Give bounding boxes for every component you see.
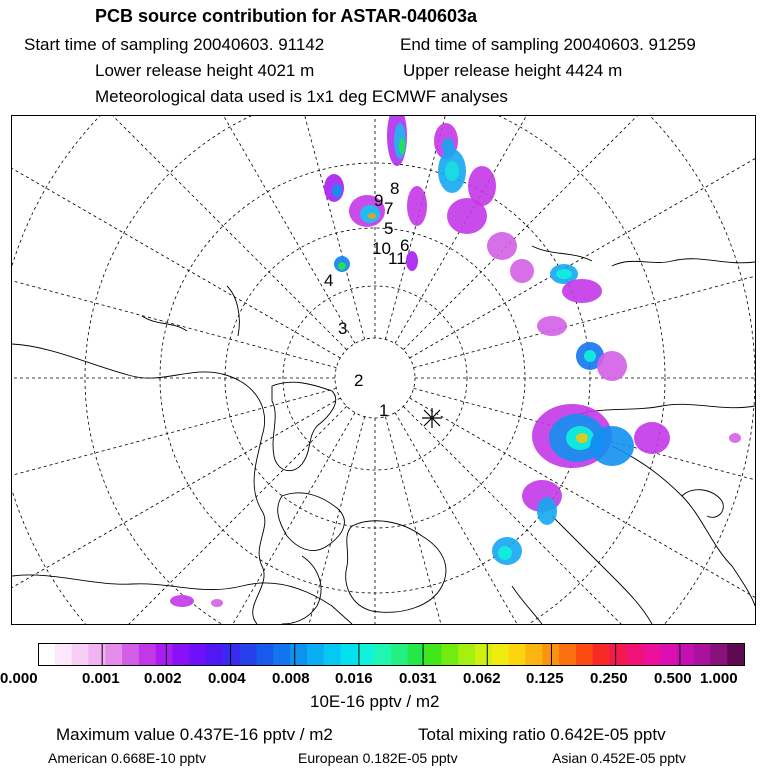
plume-patch [332, 184, 342, 198]
maximum-value: Maximum value 0.437E-16 pptv / m2 [56, 725, 333, 744]
lat-lon-grid [12, 116, 755, 624]
colorbar-segment [626, 644, 643, 665]
total-mixing-ratio: Total mixing ratio 0.642E-05 pptv [418, 725, 666, 744]
colorbar-segment [441, 644, 458, 665]
upper-release-height: Upper release height 4424 m [403, 61, 623, 80]
colorbar-segment [576, 644, 593, 665]
plume-patch [510, 259, 534, 283]
colorbar-segment [425, 644, 442, 665]
colorbar-segment [172, 644, 189, 665]
colorbar-segment [643, 644, 660, 665]
plume-patch [562, 279, 602, 303]
colorbar-segment [710, 644, 727, 665]
tick-9: 0.250 [590, 670, 628, 687]
colorbar-segment [475, 644, 492, 665]
plume-patch [537, 497, 557, 525]
tick-3: 0.004 [208, 670, 246, 687]
plume-patch [368, 213, 376, 219]
plume-patch [537, 316, 567, 336]
colorbar-segment [374, 644, 391, 665]
colorbar-segment [273, 644, 290, 665]
latitude-circle [12, 116, 755, 624]
lower-release-height: Lower release height 4021 m [95, 61, 315, 80]
colorbar-segment [559, 644, 576, 665]
colorbar-segment [324, 644, 341, 665]
colorbar-segment [593, 644, 610, 665]
plume-patch [445, 161, 459, 181]
tick-6: 0.031 [399, 670, 437, 687]
plume-patch [729, 433, 741, 443]
time-label-4: 4 [324, 271, 334, 290]
colorbar-segment [223, 644, 240, 665]
colorbar-segment [38, 644, 55, 665]
plume-patch [211, 599, 223, 607]
colorbar-segment [525, 644, 542, 665]
meridian-line [12, 398, 340, 624]
plume-patch [399, 138, 405, 154]
tick-0: 0.000 [0, 670, 38, 687]
colorbar-segment [55, 644, 72, 665]
map-title: PCB source contribution for ASTAR-040603a [95, 6, 478, 26]
tick-10: 0.500 [654, 670, 692, 687]
plume-patch [634, 422, 670, 454]
latitude-circle [335, 338, 415, 418]
colorbar-segment [240, 644, 257, 665]
colorbar-segment [458, 644, 475, 665]
meridian-line [142, 417, 365, 624]
release-site-marker [422, 408, 442, 428]
colorbar-segment [105, 644, 122, 665]
meridian-line [12, 116, 355, 343]
colorbar-segment [139, 644, 156, 665]
colorbar-segment [341, 644, 358, 665]
colorbar-segment [542, 644, 559, 665]
meridian-line [142, 116, 365, 339]
colorbar-segment [72, 644, 89, 665]
colorbar-segment [156, 644, 173, 665]
tick-11: 1.000 [700, 670, 738, 687]
colorbar-segment [357, 644, 374, 665]
colorbar-segment [660, 644, 677, 665]
colorbar-segment [206, 644, 223, 665]
plume-patch [590, 426, 634, 466]
plume-patch [468, 166, 496, 206]
meridian-line [12, 406, 347, 624]
plume-patch [338, 262, 346, 270]
colorbar-segment [391, 644, 408, 665]
tick-2: 0.002 [144, 670, 182, 687]
met-data-note: Meteorological data used is 1x1 deg ECMWF analyses [95, 87, 508, 106]
colorbar-segment [257, 644, 274, 665]
plume-patch [487, 232, 517, 260]
plume-patch [556, 269, 572, 279]
tick-1: 0.001 [82, 670, 120, 687]
colorbar-segment [307, 644, 324, 665]
plume-patch [170, 595, 194, 607]
colorbar-unit: 10E-16 pptv / m2 [310, 692, 440, 711]
colorbar-segment [610, 644, 627, 665]
meridian-line [410, 116, 755, 358]
tick-7: 0.062 [463, 670, 501, 687]
colorbar-segment [189, 644, 206, 665]
asian-contribution: Asian 0.452E-05 pptv [552, 750, 686, 766]
latitude-circle [12, 116, 755, 624]
time-label-6: 6 [400, 236, 410, 255]
colorbar-segment [408, 644, 425, 665]
colorbar-segment [122, 644, 139, 665]
colorbar-segment [509, 644, 526, 665]
start-time: Start time of sampling 20040603. 91142 [24, 35, 325, 54]
plume-patch [498, 546, 512, 560]
time-label-7: 7 [384, 199, 394, 218]
plume-patch [584, 350, 596, 362]
time-label-8: 8 [390, 179, 400, 198]
meridian-line [12, 116, 340, 358]
tick-5: 0.016 [335, 670, 373, 687]
colorbar-segment [290, 644, 307, 665]
colorbar [38, 643, 745, 667]
time-label-1: 1 [379, 401, 389, 420]
meridian-line [12, 413, 355, 624]
map-frame [11, 115, 756, 625]
time-label-9: 9 [374, 191, 384, 210]
meridian-line [12, 116, 347, 350]
american-contribution: American 0.668E-10 pptv [48, 750, 206, 766]
tick-8: 0.125 [526, 670, 564, 687]
time-label-11: 11 [388, 249, 406, 268]
colorbar-segment [727, 644, 744, 665]
colorbar-segment [492, 644, 509, 665]
colorbar-segment [88, 644, 105, 665]
plume-patch [576, 433, 588, 443]
end-time: End time of sampling 20040603. 91259 [400, 35, 696, 54]
pcb-concentration-plume [170, 116, 741, 607]
plume-patch [407, 186, 427, 226]
time-label-2: 2 [354, 371, 364, 390]
colorbar-segment [694, 644, 711, 665]
plume-patch [597, 351, 627, 381]
meridian-line [385, 116, 608, 339]
polar-map [12, 116, 755, 624]
time-label-3: 3 [338, 319, 348, 338]
european-contribution: European 0.182E-05 pptv [298, 750, 458, 766]
time-label-10: 10 [372, 239, 391, 258]
tick-4: 0.008 [272, 670, 310, 687]
time-label-5: 5 [384, 219, 394, 238]
